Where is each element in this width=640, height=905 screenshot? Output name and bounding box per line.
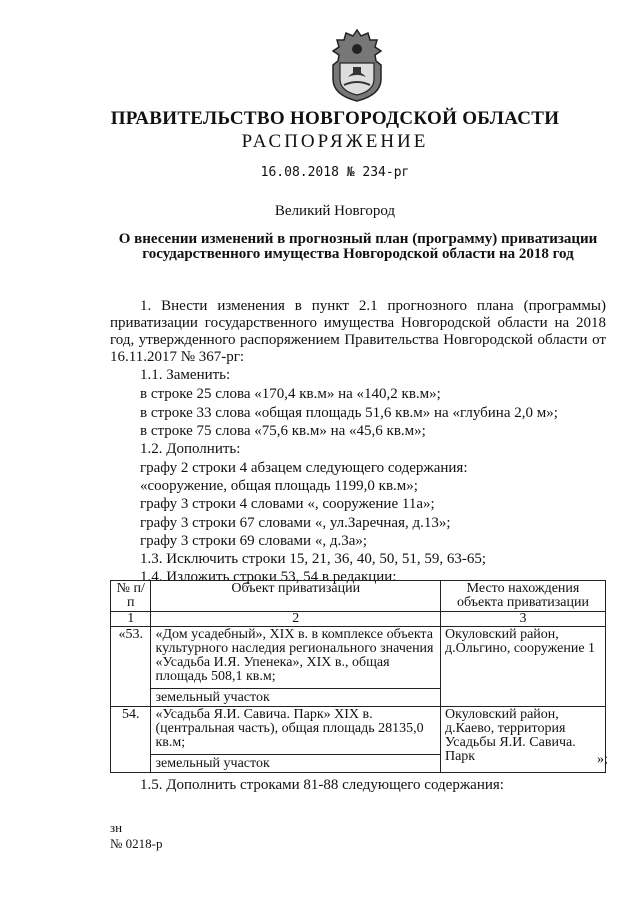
column-number: 1 [111,612,151,627]
column-header-location: Место нахождения объекта приватизации [440,581,605,612]
list-item: «сооружение, общая площадь 1199,0 кв.м»; [140,478,418,494]
object-land-plot: земельный участок [151,754,440,771]
column-numbers-row [111,612,606,627]
object-land-plot: земельный участок [151,688,440,705]
footer [110,820,162,852]
coat-of-arms-icon [326,27,388,103]
table-header-row [111,581,606,612]
document-type: РАСПОРЯЖЕНИЕ [241,131,429,152]
row-location: Окуловский район, д.Ольгино, сооружение 1 [440,627,605,707]
list-item: 1.4. Изложить строки 53, 54 в редакции: [140,569,397,585]
list-item: графу 2 строки 4 абзацем следующего содержания: [140,460,468,476]
column-number: 2 [151,612,441,627]
table-row [111,627,606,707]
row-number: «53. [111,627,151,707]
document-date-number: 16.08.2018 № 234-рг [260,165,410,180]
object-description: «Дом усадебный», XIX в. в комплексе объекта культурного наследия регионального значения «Усадьба И.Я. Упенека», XIX в., общая площадь 508,1 кв.м; [155,627,434,684]
organization-name: ПРАВИТЕЛЬСТВО НОВГОРОДСКОЙ ОБЛАСТИ [110,108,560,129]
list-item: 1.3. Исключить строки 15, 21, 36, 40, 50, 51, 59, 63-65; [140,551,486,567]
list-item: графу 3 строки 67 словами «, ул.Заречная, д.13»; [140,515,451,531]
list-item: графу 3 строки 4 словами «, сооружение 11а»; [140,496,435,512]
list-item: графу 3 строки 69 словами «, д.3а»; [140,533,368,549]
table-closing-quote: »; [597,752,608,767]
privatization-table [110,580,606,773]
column-header-number: № п/п [111,581,151,612]
row-object [151,627,441,707]
list-item: 1.5. Дополнить строками 81-88 следующего содержания: [140,777,504,793]
document-title: О внесении изменений в прогнозный план (программу) приватизации государственного имущества Новгородской области на 2018 год [118,231,598,262]
list-item: 1.1. Заменить: [140,367,231,383]
paragraph-1: 1. Внести изменения в пункт 2.1 прогнозного плана (программы) приватизации государственного имущества Новгородской области на 2018 год, утвержденного распоряжением Правительства Новгородской области от 16.11.2017 № 367-рг: [110,298,606,365]
row-number: 54. [111,707,151,773]
row-location: Окуловский район, д.Каево, территория Усадьбы Я.И. Савича. Парк [440,707,605,773]
object-description: «Усадьба Я.И. Савича. Парк» XIX в. (центральная часть), общая площадь 28135,0 кв.м; [155,707,424,750]
list-item: в строке 33 слова «общая площадь 51,6 кв.м» на «глубина 2,0 м»; [140,405,558,421]
list-item: 1.2. Дополнить: [140,441,241,457]
document-city: Великий Новгород [274,203,396,219]
footer-doc-number: № 0218-р [110,836,163,851]
list-item: в строке 75 слова «75,6 кв.м» на «45,6 кв.м»; [140,423,426,439]
row-object [151,707,441,773]
executor-initials: зн [110,820,123,835]
column-header-object: Объект приватизации [151,581,441,612]
table-row [111,707,606,773]
column-number: 3 [440,612,605,627]
list-item: в строке 25 слова «170,4 кв.м» на «140,2 кв.м»; [140,386,441,402]
